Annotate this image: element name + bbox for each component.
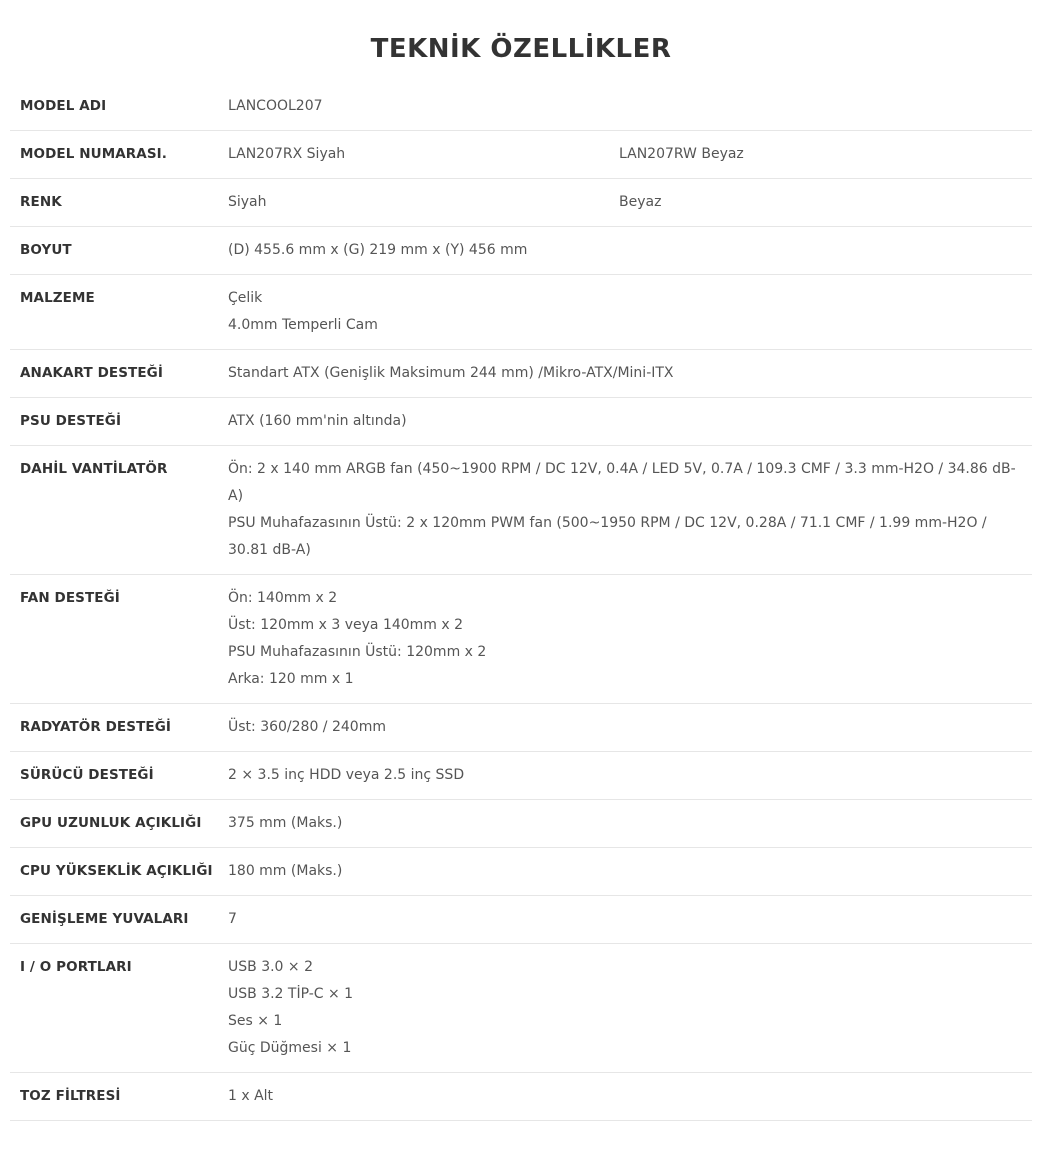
- spec-label: GENİŞLEME YUVALARI: [20, 911, 189, 927]
- spec-value-black: LAN207RX Siyah: [228, 146, 346, 162]
- spec-row-material: [10, 275, 1032, 350]
- spec-table: [10, 83, 1032, 1121]
- spec-value: 7: [228, 911, 237, 927]
- spec-value-white: Beyaz: [619, 194, 662, 210]
- spec-row-model-name: [10, 83, 1032, 131]
- spec-value-line: Ön: 2 x 140 mm ARGB fan (450~1900 RPM / DC 12V, 0.4A / LED 5V, 0.7A / 109.3 CMF / 3.3 mm-H2O / 34.86 dB-A): [228, 461, 1016, 504]
- spec-label: ANAKART DESTEĞİ: [20, 365, 163, 381]
- spec-value-line: USB 3.2 TİP-C × 1: [228, 986, 354, 1002]
- spec-label: I / O PORTLARI: [20, 959, 132, 975]
- spec-value: [218, 575, 1032, 704]
- spec-label: PSU DESTEĞİ: [20, 413, 122, 429]
- spec-row-gpu: [10, 800, 1032, 848]
- spec-label: BOYUT: [20, 242, 72, 258]
- spec-value: [218, 446, 1032, 575]
- spec-row-included-fans: [10, 446, 1032, 575]
- spec-value-line: Ses × 1: [228, 1013, 283, 1029]
- spec-value-line: Arka: 120 mm x 1: [228, 671, 354, 687]
- spec-row-model-number: [10, 131, 1032, 179]
- spec-row-io: [10, 944, 1032, 1073]
- spec-value-line: Çelik: [228, 290, 263, 306]
- spec-value: 375 mm (Maks.): [228, 815, 343, 831]
- spec-label: DAHİL VANTİLATÖR: [20, 461, 168, 477]
- spec-value-line: PSU Muhafazasının Üstü: 2 x 120mm PWM fan (500~1950 RPM / DC 12V, 0.28A / 71.1 CMF / 1.99 mm-H2O / 30.81 dB-A): [228, 515, 987, 558]
- spec-value: 180 mm (Maks.): [228, 863, 343, 879]
- spec-value: 2 × 3.5 inç HDD veya 2.5 inç SSD: [228, 767, 465, 783]
- spec-row-dimensions: [10, 227, 1032, 275]
- spec-label: SÜRÜCÜ DESTEĞİ: [20, 767, 154, 783]
- spec-value-line: Güç Düğmesi × 1: [228, 1040, 352, 1056]
- spec-label: RENK: [20, 194, 62, 210]
- spec-row-dust-filter: [10, 1073, 1032, 1121]
- spec-label: CPU YÜKSEKLİK AÇIKLIĞI: [20, 863, 213, 879]
- spec-label: GPU UZUNLUK AÇIKLIĞI: [20, 815, 202, 831]
- spec-label: MODEL NUMARASI.: [20, 146, 168, 162]
- spec-value: [218, 944, 1032, 1073]
- spec-row-fan-support: [10, 575, 1032, 704]
- spec-row-drive: [10, 752, 1032, 800]
- spec-value-line: PSU Muhafazasının Üstü: 120mm x 2: [228, 644, 487, 660]
- spec-value-line: USB 3.0 × 2: [228, 959, 313, 975]
- spec-row-motherboard: [10, 350, 1032, 398]
- page-title: TEKNİK ÖZELLİKLER: [370, 34, 672, 64]
- spec-value: 1 x Alt: [228, 1088, 274, 1104]
- spec-label: MODEL ADI: [20, 98, 107, 114]
- spec-label: MALZEME: [20, 290, 95, 306]
- spec-row-cpu: [10, 848, 1032, 896]
- spec-value: [218, 275, 1032, 350]
- spec-value-white: LAN207RW Beyaz: [619, 146, 744, 162]
- spec-value: Standart ATX (Genişlik Maksimum 244 mm) /Mikro-ATX/Mini-ITX: [228, 365, 674, 381]
- spec-label: FAN DESTEĞİ: [20, 590, 120, 606]
- spec-value: (D) 455.6 mm x (G) 219 mm x (Y) 456 mm: [228, 242, 528, 258]
- spec-row-psu: [10, 398, 1032, 446]
- spec-label: TOZ FİLTRESİ: [20, 1088, 121, 1104]
- spec-row-radiator: [10, 704, 1032, 752]
- spec-row-expansion: [10, 896, 1032, 944]
- spec-row-color: [10, 179, 1032, 227]
- spec-label: RADYATÖR DESTEĞİ: [20, 719, 172, 735]
- spec-value: LANCOOL207: [228, 98, 323, 114]
- spec-value: ATX (160 mm'nin altında): [228, 413, 407, 429]
- spec-value: Üst: 360/280 / 240mm: [228, 719, 386, 735]
- spec-value-line: Üst: 120mm x 3 veya 140mm x 2: [228, 617, 464, 633]
- spec-value-black: Siyah: [228, 194, 267, 210]
- spec-value-line: 4.0mm Temperli Cam: [228, 317, 378, 333]
- spec-value-line: Ön: 140mm x 2: [228, 590, 338, 606]
